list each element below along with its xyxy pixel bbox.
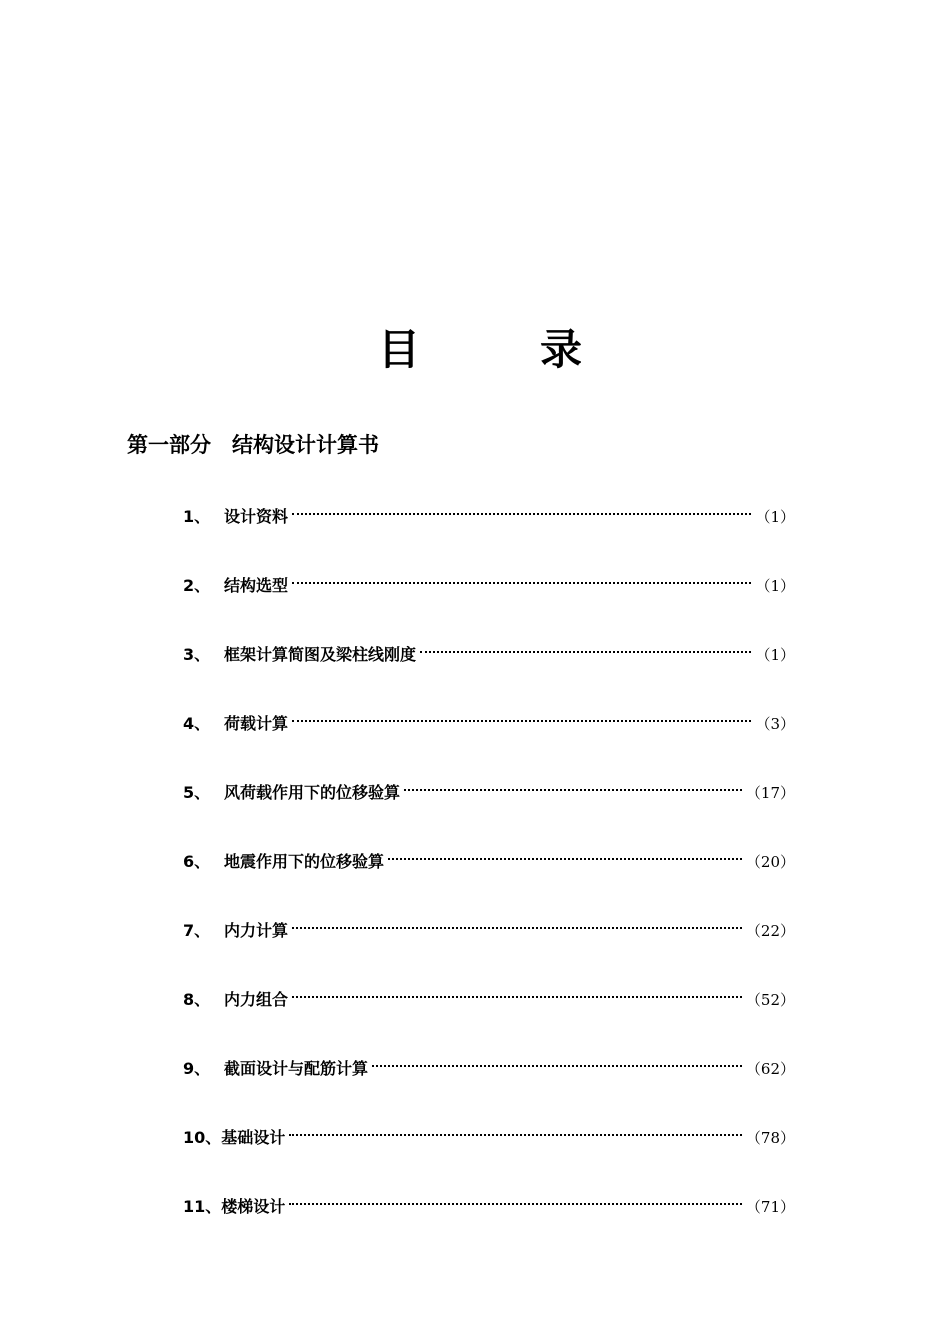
toc-list — [183, 500, 795, 1259]
entry-page-number: （71） — [745, 1198, 795, 1216]
entry-page-number: （1） — [755, 577, 795, 595]
entry-title: 框架计算简图及梁柱线刚度 — [224, 645, 417, 664]
toc-entry-9[interactable] — [183, 1052, 795, 1086]
entry-number: 5、 — [183, 783, 211, 802]
dot-leader — [372, 1065, 742, 1067]
toc-entry-7[interactable] — [183, 914, 795, 948]
toc-entry-2[interactable] — [183, 569, 795, 603]
entry-page-number: （17） — [745, 784, 795, 802]
entry-title: 基础设计 — [221, 1128, 286, 1147]
entry-title: 荷载计算 — [224, 714, 289, 733]
entry-title: 结构选型 — [224, 576, 289, 595]
dot-leader — [388, 858, 742, 860]
dot-leader — [292, 927, 742, 929]
dot-leader — [420, 651, 751, 653]
entry-title: 楼梯设计 — [221, 1197, 286, 1216]
entry-page-number: （20） — [745, 853, 795, 871]
toc-title — [0, 322, 950, 378]
dot-leader — [289, 1134, 742, 1136]
entry-number: 3、 — [183, 645, 211, 664]
entry-number: 2、 — [183, 576, 211, 595]
entry-page-number: （22） — [745, 922, 795, 940]
toc-entry-6[interactable] — [183, 845, 795, 879]
entry-number: 6、 — [183, 852, 211, 871]
entry-number: 1、 — [183, 507, 211, 526]
entry-number: 11、 — [183, 1197, 222, 1216]
dot-leader — [404, 789, 742, 791]
dot-leader — [292, 513, 751, 515]
entry-title: 截面设计与配筋计算 — [224, 1059, 369, 1078]
entry-page-number: （1） — [755, 508, 795, 526]
part-heading: 第一部分 结构设计计算书 — [127, 433, 379, 457]
toc-title-char-2: 录 — [540, 325, 583, 374]
entry-number: 10、 — [183, 1128, 222, 1147]
entry-page-number: （52） — [745, 991, 795, 1009]
toc-entry-3[interactable] — [183, 638, 795, 672]
entry-page-number: （78） — [745, 1129, 795, 1147]
entry-number: 7、 — [183, 921, 211, 940]
entry-number: 8、 — [183, 990, 211, 1009]
entry-title: 设计资料 — [224, 507, 289, 526]
entry-page-number: （1） — [755, 646, 795, 664]
toc-entry-8[interactable] — [183, 983, 795, 1017]
dot-leader — [292, 996, 742, 998]
toc-entry-11[interactable] — [183, 1190, 795, 1224]
entry-title: 内力计算 — [224, 921, 289, 940]
toc-entry-1[interactable] — [183, 500, 795, 534]
entry-number: 9、 — [183, 1059, 211, 1078]
toc-title-char-1: 目 — [378, 325, 421, 374]
toc-entry-10[interactable] — [183, 1121, 795, 1155]
entry-title: 地震作用下的位移验算 — [224, 852, 385, 871]
entry-page-number: （3） — [755, 715, 795, 733]
entry-number: 4、 — [183, 714, 211, 733]
dot-leader — [292, 720, 751, 722]
dot-leader — [292, 582, 751, 584]
toc-entry-4[interactable] — [183, 707, 795, 741]
entry-title: 内力组合 — [224, 990, 289, 1009]
toc-entry-5[interactable] — [183, 776, 795, 810]
entry-page-number: （62） — [745, 1060, 795, 1078]
dot-leader — [289, 1203, 742, 1205]
entry-title: 风荷载作用下的位移验算 — [224, 783, 401, 802]
